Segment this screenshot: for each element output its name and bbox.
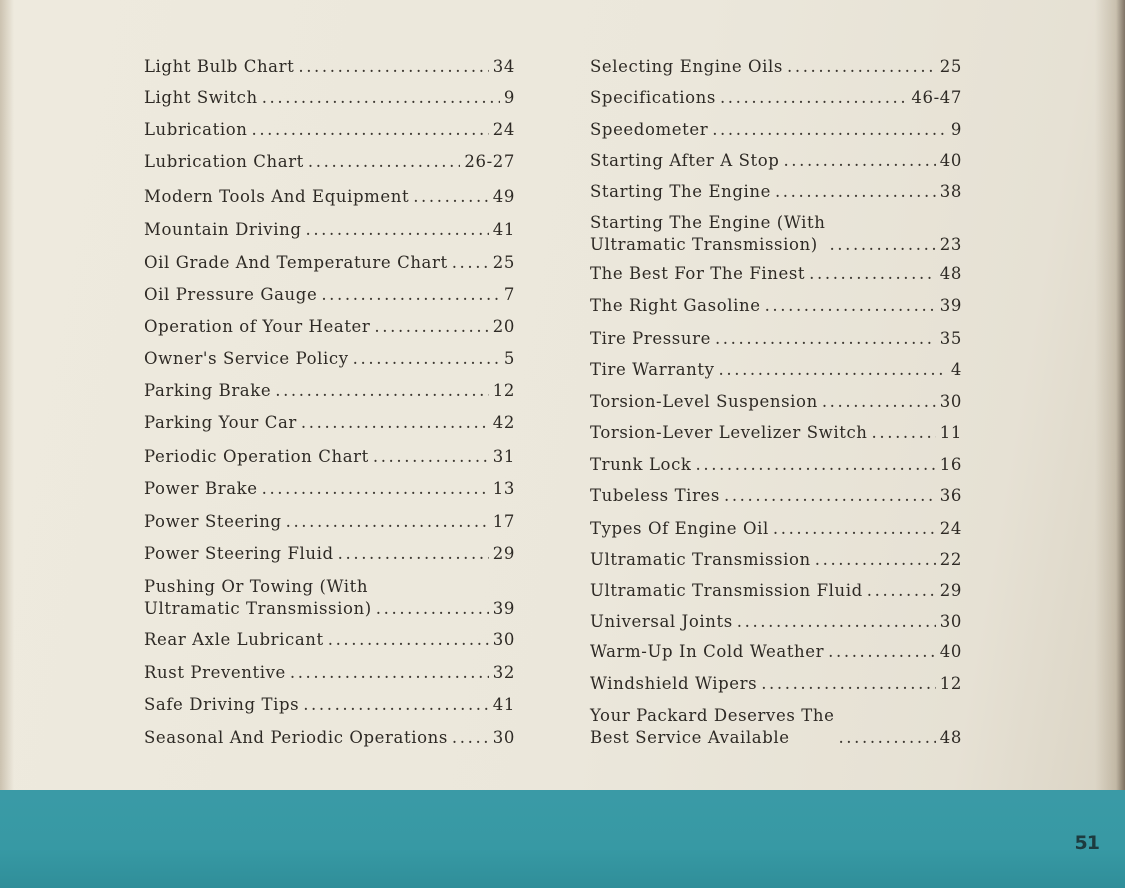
- index-entry-page: 31: [492, 447, 515, 466]
- index-entry: [590, 56, 962, 78]
- index-entry: [590, 391, 962, 413]
- index-entry-title: Types Of Engine Oil: [590, 519, 769, 538]
- index-entry-page: 16: [939, 455, 962, 474]
- index-entry-page: 12: [492, 381, 515, 400]
- index-entry-title: Light Switch: [144, 88, 258, 107]
- dot-leader: [374, 316, 488, 338]
- index-entry: [144, 478, 515, 500]
- index-entry-page: 24: [939, 519, 962, 538]
- index-entry: [144, 348, 515, 370]
- index-entry: [590, 549, 962, 571]
- index-entry-title: Rear Axle Lubricant: [144, 630, 324, 649]
- dot-leader: [328, 629, 489, 651]
- dot-leader: [290, 662, 489, 684]
- index-entry-page: 26-27: [464, 152, 515, 171]
- index-entry-title: Speedometer: [590, 120, 709, 139]
- index-entry-page: 34: [492, 57, 515, 76]
- index-entry-title: Parking Your Car: [144, 413, 297, 432]
- index-entry-title: Trunk Lock: [590, 455, 692, 474]
- dot-leader: [321, 284, 500, 306]
- index-entry: [144, 511, 515, 533]
- index-entry-title: Tubeless Tires: [590, 486, 720, 505]
- dot-leader: [719, 359, 947, 381]
- dot-leader: [829, 234, 935, 256]
- footer-band: [0, 790, 1125, 888]
- index-entry-page: 38: [939, 182, 962, 201]
- dot-leader: [761, 673, 936, 695]
- index-entry-page: 11: [939, 423, 962, 442]
- dot-leader: [452, 727, 489, 749]
- index-entry-page: 39: [492, 599, 515, 618]
- index-entry: [144, 119, 515, 141]
- dot-leader: [815, 549, 936, 571]
- index-entry-page: 48: [939, 264, 962, 283]
- index-entry-title: Mountain Driving: [144, 220, 302, 239]
- index-entry: [144, 629, 515, 651]
- index-entry: [590, 673, 962, 695]
- index-entry-page: 36: [939, 486, 962, 505]
- index-entry-page: 20: [492, 317, 515, 336]
- dot-leader: [303, 694, 489, 716]
- index-entry-title: Periodic Operation Chart: [144, 447, 369, 466]
- index-entry-title: Power Steering Fluid: [144, 544, 334, 563]
- dot-leader: [775, 181, 936, 203]
- dot-leader: [809, 263, 936, 285]
- index-entry-page: 35: [939, 329, 962, 348]
- index-entry-page: 41: [492, 220, 515, 239]
- dot-leader: [715, 328, 936, 350]
- index-entry: [144, 694, 515, 716]
- dot-leader: [353, 348, 500, 370]
- page-number: 51: [1074, 832, 1099, 854]
- index-entry-title: Your Packard Deserves The Best Service Available: [590, 706, 835, 747]
- index-entry: [590, 518, 962, 540]
- dot-leader: [452, 252, 489, 274]
- page-edge-shadow: [1095, 0, 1125, 800]
- dot-leader: [262, 478, 489, 500]
- dot-leader: [308, 151, 461, 173]
- index-entry: [590, 119, 962, 141]
- index-entry-title: Ultramatic Transmission Fluid: [590, 581, 863, 600]
- index-entry-title: Starting After A Stop: [590, 151, 780, 170]
- index-entry-title: Oil Pressure Gauge: [144, 285, 318, 304]
- dot-leader: [301, 412, 489, 434]
- dot-leader: [765, 295, 936, 317]
- dot-leader: [838, 727, 935, 749]
- dot-leader: [298, 56, 488, 78]
- index-entry-page: 48: [939, 728, 962, 747]
- index-entry-title: Selecting Engine Oils: [590, 57, 783, 76]
- index-entry-title: Operation of Your Heater: [144, 317, 371, 336]
- index-entry-title: Starting The Engine: [590, 182, 771, 201]
- index-entry-page: 40: [939, 151, 962, 170]
- index-entry-page: 29: [492, 544, 515, 563]
- index-entry-page: 25: [939, 57, 962, 76]
- index-entry-page: 49: [492, 187, 515, 206]
- dot-leader: [724, 485, 936, 507]
- index-entry: [144, 543, 515, 565]
- index-entry-title: Specifications: [590, 88, 716, 107]
- index-entry-page: 4: [950, 360, 962, 379]
- dot-leader: [262, 87, 500, 109]
- dot-leader: [720, 87, 907, 109]
- index-entry: [590, 295, 962, 317]
- index-entry-page: 24: [492, 120, 515, 139]
- index-entry-title: Oil Grade And Temperature Chart: [144, 253, 448, 272]
- dot-leader: [787, 56, 936, 78]
- index-entry-page: 7: [503, 285, 515, 304]
- index-entry: [590, 611, 962, 633]
- index-entry-page: 12: [939, 674, 962, 693]
- index-entry: [590, 212, 962, 256]
- index-entry: [590, 181, 962, 203]
- dot-leader: [828, 641, 936, 663]
- index-entry: [144, 87, 515, 109]
- dot-leader: [737, 611, 936, 633]
- index-entry: [144, 56, 515, 78]
- index-entry-page: 30: [939, 612, 962, 631]
- index-entry: [590, 87, 962, 109]
- index-entry-title: Light Bulb Chart: [144, 57, 295, 76]
- index-entry: [144, 219, 515, 241]
- index-entry-title: Lubrication: [144, 120, 248, 139]
- dot-leader: [867, 580, 936, 602]
- dot-leader: [413, 186, 489, 208]
- index-entry-title: Power Brake: [144, 479, 258, 498]
- index-entry: [590, 485, 962, 507]
- dot-leader: [783, 150, 935, 172]
- index-entry-title: Owner's Service Policy: [144, 349, 349, 368]
- index-entry: [144, 151, 515, 173]
- index-entry-title: Seasonal And Periodic Operations: [144, 728, 448, 747]
- index-entry: [590, 328, 962, 350]
- dot-leader: [376, 598, 489, 620]
- index-entry-title: Ultramatic Transmission: [590, 550, 811, 569]
- index-entry: [144, 316, 515, 338]
- index-entry-title: Safe Driving Tips: [144, 695, 300, 714]
- index-entry-title: Lubrication Chart: [144, 152, 304, 171]
- index-entry-title: Windshield Wipers: [590, 674, 758, 693]
- index-entry: [590, 705, 962, 749]
- index-entry-page: 29: [939, 581, 962, 600]
- index-entry: [144, 252, 515, 274]
- dot-leader: [275, 380, 489, 402]
- index-entry-title: Torsion-Lever Levelizer Switch: [590, 423, 868, 442]
- index-entry: [590, 263, 962, 285]
- index-entry: [590, 641, 962, 663]
- index-entry-page: 42: [492, 413, 515, 432]
- index-entry: [590, 422, 962, 444]
- index-entry: [144, 412, 515, 434]
- index-entry-title: Rust Preventive: [144, 663, 286, 682]
- index-entry-page: 40: [939, 642, 962, 661]
- index-entry-title: The Right Gasoline: [590, 296, 761, 315]
- index-entry-page: 17: [492, 512, 515, 531]
- index-entry-page: 39: [939, 296, 962, 315]
- index-entry-title: Torsion-Level Suspension: [590, 392, 818, 411]
- index-entry: [590, 150, 962, 172]
- index-entry-page: 30: [492, 630, 515, 649]
- index-entry: [144, 186, 515, 208]
- index-entry: [144, 727, 515, 749]
- index-entry-title: Modern Tools And Equipment: [144, 187, 410, 206]
- dot-leader: [696, 454, 936, 476]
- index-entry: [590, 359, 962, 381]
- index-entry-page: 9: [950, 120, 962, 139]
- index-entry: [144, 446, 515, 468]
- index-entry: [144, 662, 515, 684]
- index-entry-title: Power Steering: [144, 512, 282, 531]
- index-entry-page: 30: [492, 728, 515, 747]
- index-entry-page: 22: [939, 550, 962, 569]
- index-entry-title: Tire Pressure: [590, 329, 711, 348]
- index-entry-title: Universal Joints: [590, 612, 733, 631]
- dot-leader: [773, 518, 936, 540]
- dot-leader: [251, 119, 488, 141]
- index-entry-page: 46-47: [911, 88, 962, 107]
- index-entry: [144, 380, 515, 402]
- index-entry-page: 30: [939, 392, 962, 411]
- index-entry-page: 25: [492, 253, 515, 272]
- index-entry-title: Warm-Up In Cold Weather: [590, 642, 825, 661]
- index-entry: [144, 576, 515, 620]
- dot-leader: [338, 543, 489, 565]
- index-entry-page: 5: [503, 349, 515, 368]
- index-entry-page: 41: [492, 695, 515, 714]
- dot-leader: [305, 219, 488, 241]
- index-entry-title: Tire Warranty: [590, 360, 715, 379]
- index-entry-title: Pushing Or Towing (With Ultramatic Transmission): [144, 577, 372, 618]
- dot-leader: [872, 422, 936, 444]
- index-entry-title: The Best For The Finest: [590, 264, 806, 283]
- dot-leader: [286, 511, 489, 533]
- index-entry-title: Parking Brake: [144, 381, 272, 400]
- index-entry: [590, 580, 962, 602]
- index-entry-page: 13: [492, 479, 515, 498]
- index-entry-page: 9: [503, 88, 515, 107]
- index-entry-page: 32: [492, 663, 515, 682]
- index-entry: [590, 454, 962, 476]
- dot-leader: [373, 446, 489, 468]
- index-entry-title: Starting The Engine (With Ultramatic Transmission): [590, 213, 826, 254]
- index-entry: [144, 284, 515, 306]
- dot-leader: [712, 119, 947, 141]
- binding-shadow: [0, 0, 14, 800]
- index-entry-page: 23: [939, 235, 962, 254]
- dot-leader: [822, 391, 936, 413]
